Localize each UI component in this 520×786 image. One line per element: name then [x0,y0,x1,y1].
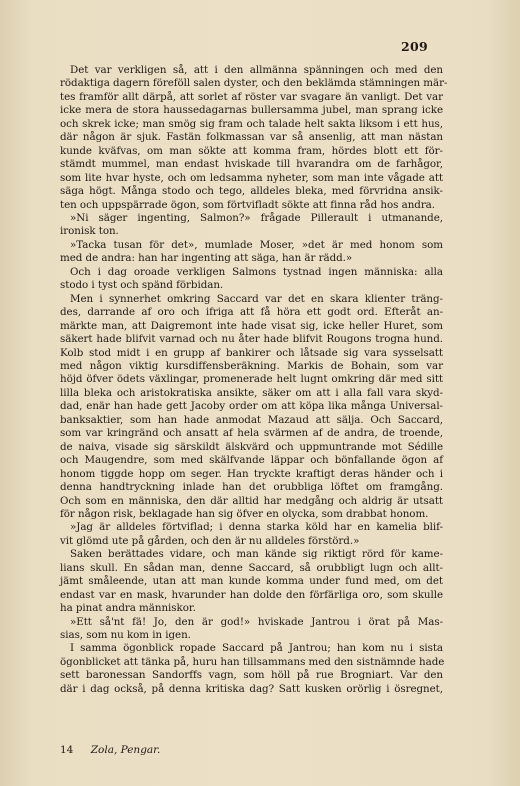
page-number: 209 [401,39,428,54]
text-line: lians skull. En sådan man, denne Saccard, så orubbligt lugn och allt- [60,561,443,574]
text-line: dad, enär han hade gett Jacoby order om att köpa lika många Universal- [60,400,443,413]
text-line: »Jag är alldeles förtviflad; i denna starka köld har en kamelia blif- [70,521,443,534]
text-line: sias, som nu kom in igen. [60,629,191,642]
text-line: som var kringränd och ansatt af hela svärmen af de andra, de troende, [60,427,443,440]
text-line: Men i synnerhet omkring Saccard var det en skara klienter träng- [70,292,443,305]
text-line: med de andra: han har ingenting att säga, han är rädd.» [60,252,353,265]
text-line: icke mera de stora haussedagarnas bullersamma jubel, man sprang icke [60,104,443,117]
text-line: säga högt. Många stodo och tego, alldeles bleka, med förvridna ansik- [60,185,443,198]
text-line: höjd öfver ödets växlingar, promenerade helt lugnt omkring där med sitt [60,373,443,386]
page-footer [60,744,160,756]
text-line: säkert hade blifvit varnad och nu åter hade blifvit Rougons trogna hund. [60,333,443,346]
signature-mark: 14 [60,744,74,756]
text-line: märkte man, att Daigremont inte hade visat sig, icke heller Huret, som [60,319,443,332]
text-line: endast var en mask, hvarunder han dolde den förfärliga oro, som skulle [60,588,443,601]
text-line: honom tiggde hopp om seger. Han tryckte kraftigt deras händer och i [60,467,443,480]
text-line: tes framför allt därpå, att sorlet af röster var svagare än vanligt. Det var [60,90,443,103]
text-line: och Maugendre, som med skälfvande läppar och bönfallande ögon af [60,454,443,467]
text-line: de naiva, visade sig särskildt älskvärd och uppmuntrande mot Sédille [60,440,443,453]
text-line: denna handtryckning inlade han det orubbliga löftet om framgång. [60,481,443,494]
text-line: stodo i tyst och spänd förbidan. [60,279,224,292]
text-line: »Ni säger ingenting, Salmon?» frågade Pillerault i utmanande, [70,211,443,224]
text-line: där någon är sjuk. Fastän folkmassan var så ansenlig, att man nästan [60,131,443,144]
text-line: vit glömd ute på gården, och den är nu alldeles förstörd.» [60,534,360,547]
text-line: som lite hvar hyste, och om ledsamma nyheter, som man inte vågade att [60,171,443,184]
running-title: Zola, Pengar. [90,744,161,756]
text-line: stämdt mummel, man endast hviskade till hvarandra om de farhågor, [60,158,443,171]
text-line: rödaktiga dagern föreföll salen dyster, och den beklämda stämningen mär- [60,77,448,90]
text-line: med någon viktig kursdiffensberäkning. Markis de Bohain, som var [60,359,443,372]
text-line: för någon risk, beklagade han sig öfver en olycka, som drabbat honom. [60,507,429,520]
text-line: kunde kväfvas, om man sökte att komma fram, hördes blott ett för- [60,144,443,157]
text-line: sett baronessan Sandorffs vagn, som höll på rue Brogniart. Var den [60,669,443,682]
body-text [60,64,448,696]
text-line: des, darrande af oro och ifriga att få höra ett godt ord. Efteråt an- [60,306,443,319]
text-line: I samma ögonblick ropade Saccard på Jantrou; han kom nu i sista [70,642,443,655]
text-line: Kolb stod midt i en grupp af bankirer och låtsade sig vara sysselsatt [60,346,443,359]
text-line: och skrek icke; man smög sig fram och talade helt sakta liksom i ett hus, [60,117,443,130]
text-line: banksaktier, som han hade anmodat Mazaud att sälja. Och Saccard, [60,413,443,426]
text-line: ha pinat andra människor. [60,602,196,615]
text-line: »Ett så'nt fä! Jo, den är god!» hviskade Jantrou i örat på Mas- [70,615,443,628]
text-line: Och i dag oroade verkligen Salmons tystnad ingen människa: alla [70,265,443,278]
text-line: Saken berättades vidare, och man kände sig riktigt rörd för kame- [70,548,443,561]
text-line: ten och uppspärrade ögon, som förtvifladt sökte att finna råd hos andra. [60,198,435,211]
text-line: lilla bleka och aristokratiska ansikte, säker om att i alla fall vara skyd- [60,386,443,399]
text-line: ögonblicket att tänka på, huru han tillsammans med den sistnämnde hade [60,655,445,668]
text-line: »Tacka tusan för det», mumlade Moser, »det är med honom som [70,238,443,251]
text-line: jämt småleende, utan att man kunde komma under fund med, om det [60,575,443,588]
text-line: Och som en människa, den där alltid har medgång och aldrig är utsatt [60,494,443,507]
text-line: ironisk ton. [60,225,119,238]
text-line: där i dag också, på denna kritiska dag? Satt kusken orörlig i ösregnet, [60,682,443,695]
text-line: Det var verkligen så, att i den allmänna spänningen och med den [70,64,443,76]
